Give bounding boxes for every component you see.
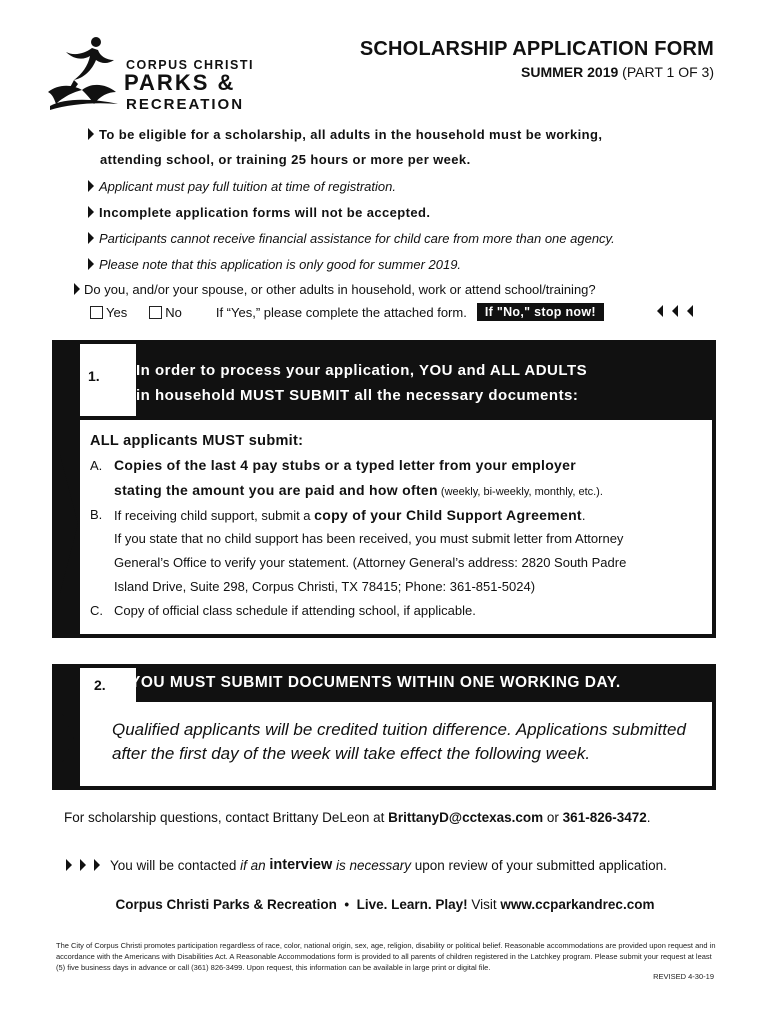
no-label: No bbox=[165, 304, 182, 320]
left-arrows bbox=[657, 305, 693, 317]
item-a-letter: A. bbox=[90, 458, 103, 473]
incomplete-text: Incomplete application forms will not be accepted. bbox=[99, 205, 431, 220]
tagline bbox=[0, 897, 770, 912]
if-yes-note: If “Yes,” please complete the attached form. bbox=[215, 304, 467, 320]
form-subtitle bbox=[521, 64, 714, 80]
right-arrow-icon bbox=[66, 859, 72, 871]
stop-now-badge: If "No," stop now! bbox=[477, 303, 604, 321]
tuition-bullet bbox=[88, 178, 396, 196]
item-a-bold: stating the amount you are paid and how often bbox=[114, 482, 438, 498]
interview-italic-2: is necessary bbox=[332, 857, 412, 873]
interview-italic-1: if an bbox=[240, 857, 270, 873]
section-1-body bbox=[80, 420, 712, 634]
section-1 bbox=[52, 340, 716, 638]
bullet-arrow-icon bbox=[88, 206, 94, 218]
item-b-line-2: If you state that no child support has been received, you must submit letter from Attorney bbox=[114, 531, 624, 546]
section-1-number: 1. bbox=[80, 344, 136, 416]
incomplete-bullet bbox=[88, 204, 430, 222]
dancer-logo-icon bbox=[44, 34, 126, 114]
item-b-letter: B. bbox=[90, 507, 103, 522]
section-2-notch bbox=[52, 692, 74, 784]
item-c-letter: C. bbox=[90, 603, 103, 618]
interview-bold: interview bbox=[269, 857, 333, 873]
left-arrow-icon bbox=[687, 305, 693, 317]
section-1-notch bbox=[52, 424, 78, 624]
tagline-dot: • bbox=[336, 897, 357, 912]
no-checkbox[interactable] bbox=[149, 306, 162, 319]
section-2-body bbox=[112, 718, 692, 766]
contact-pre: For scholarship questions, contact Brittany DeLeon at bbox=[64, 810, 389, 825]
section-2-heading: YOU MUST SUBMIT DOCUMENTS WITHIN ONE WORKING DAY. bbox=[130, 674, 621, 691]
section-1-heading-line-2: in household MUST SUBMIT all the necessary documents: bbox=[136, 387, 579, 404]
item-b-line-3: General’s Office to verify your statement. (Attorney General’s address: 2820 South Padre bbox=[114, 555, 627, 570]
eligibility-bullet bbox=[88, 126, 602, 144]
left-arrow-icon bbox=[672, 305, 678, 317]
interview-note bbox=[66, 857, 667, 873]
assistance-bullet bbox=[88, 230, 615, 248]
item-b-line-4: Island Drive, Suite 298, Corpus Christi, TX 78415; Phone: 361-851-5024) bbox=[114, 579, 536, 594]
item-b-line-1 bbox=[114, 506, 586, 525]
eligibility-text: To be eligible for a scholarship, all adults in the household must be working, bbox=[99, 127, 603, 142]
yes-option[interactable] bbox=[90, 305, 127, 320]
interview-post: upon review of your submitted application. bbox=[411, 857, 667, 873]
contact-or: or bbox=[543, 810, 563, 825]
section-1-heading-line-1: In order to process your application, YOU and ALL ADULTS bbox=[136, 362, 588, 379]
item-a-line-2 bbox=[114, 481, 603, 501]
all-applicants-heading: ALL applicants MUST submit: bbox=[90, 433, 304, 449]
section-2-body-line-1: Qualified applicants will be credited tuition difference. Applications submitted bbox=[112, 720, 686, 739]
yes-checkbox[interactable] bbox=[90, 306, 103, 319]
section-2 bbox=[52, 664, 716, 790]
item-b-post: . bbox=[581, 508, 586, 523]
section-2-number: 2. bbox=[80, 668, 136, 702]
bullet-arrow-icon bbox=[88, 128, 94, 140]
season-label: SUMMER 2019 bbox=[521, 64, 619, 80]
tagline-slogan: Live. Learn. Play! bbox=[356, 897, 468, 912]
logo-line-2: PARKS & bbox=[124, 70, 236, 95]
right-arrow-icon bbox=[94, 859, 100, 871]
bullet-arrow-icon bbox=[74, 283, 80, 295]
part-label: (PART 1 OF 3) bbox=[618, 64, 714, 80]
contact-email[interactable]: BrittanyD@cctexas.com bbox=[388, 810, 544, 825]
logo-line-3: RECREATION bbox=[126, 96, 245, 113]
item-a-frequency: (weekly, bi-weekly, monthly, etc.). bbox=[437, 486, 603, 498]
section-2-body-line-2: after the first day of the week will take effect the following week. bbox=[112, 744, 591, 763]
bullet-arrow-icon bbox=[88, 180, 94, 192]
work-question-text: Do you, and/or your spouse, or other adults in household, work or attend school/training? bbox=[84, 282, 596, 297]
item-b-bold: copy of your Child Support Agreement bbox=[314, 507, 582, 523]
assistance-text: Participants cannot receive financial assistance for child care from more than one agency. bbox=[99, 231, 615, 246]
no-option[interactable] bbox=[149, 305, 182, 320]
yes-label: Yes bbox=[106, 304, 128, 320]
parks-logo bbox=[44, 34, 284, 114]
contact-phone[interactable]: 361-826-3472 bbox=[562, 810, 647, 825]
tagline-org: Corpus Christi Parks & Recreation bbox=[115, 897, 337, 912]
eligibility-text-cont: attending school, or training 25 hours or more per week. bbox=[100, 152, 471, 167]
bullet-arrow-icon bbox=[88, 232, 94, 244]
contact-post: . bbox=[646, 810, 651, 825]
work-question bbox=[74, 282, 596, 297]
tagline-url[interactable]: www.ccparkandrec.com bbox=[500, 897, 655, 912]
revised-date: REVISED 4-30-19 bbox=[653, 972, 714, 981]
summer-bullet bbox=[88, 256, 461, 274]
contact-line bbox=[64, 810, 651, 825]
disclaimer: The City of Corpus Christi promotes participation regardless of race, color, national origin, sex, age, religion, disability or political belief. Reasonable accommodations are provided upon request and in accordance with the Americans with Disabilities Act. A Reasonable Accommodations form is provided to all parents of children registered in the Latchkey program. Please submit your request at least (5) five business days in advance or call (361) 826-3499. Upon request, this information can be available in large print or digital file. bbox=[56, 941, 716, 972]
right-arrows bbox=[66, 859, 100, 871]
item-a-line-1: Copies of the last 4 pay stubs or a typed letter from your employer bbox=[114, 457, 576, 473]
item-b-pre: If receiving child support, submit a bbox=[114, 508, 315, 523]
logo-line-1: CORPUS CHRISTI bbox=[126, 58, 254, 72]
tuition-text: Applicant must pay full tuition at time of registration. bbox=[99, 179, 396, 194]
summer-text: Please note that this application is only good for summer 2019. bbox=[99, 257, 462, 272]
section-1-heading bbox=[136, 358, 706, 408]
yes-no-row bbox=[90, 303, 604, 321]
form-title: SCHOLARSHIP APPLICATION FORM bbox=[359, 38, 714, 60]
item-c-line-1: Copy of official class schedule if attending school, if applicable. bbox=[114, 603, 476, 618]
tagline-visit: Visit bbox=[467, 897, 501, 912]
interview-pre: You will be contacted bbox=[110, 857, 241, 873]
left-arrow-icon bbox=[657, 305, 663, 317]
bullet-arrow-icon bbox=[88, 258, 94, 270]
right-arrow-icon bbox=[80, 859, 86, 871]
